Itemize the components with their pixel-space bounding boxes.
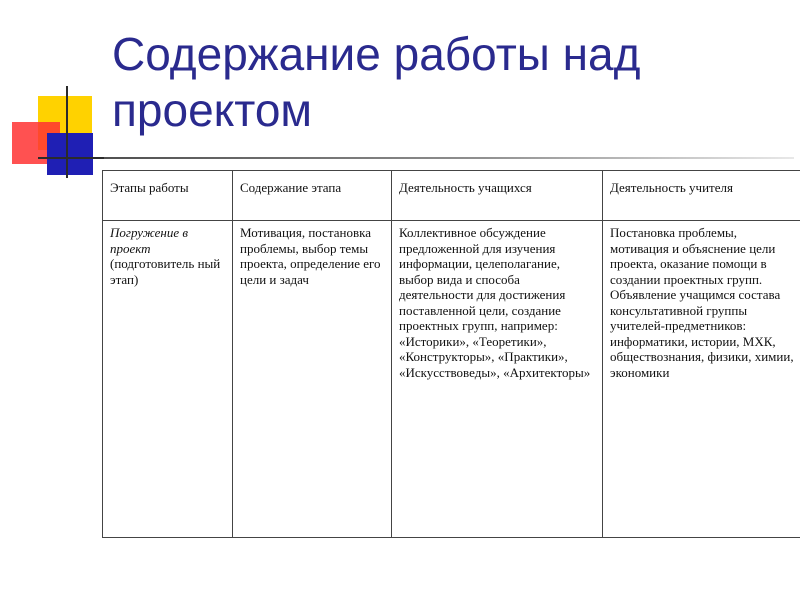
slide-title: Содержание работы над проектом [112,28,641,136]
cell-students: Коллективное обсуждение предложенной для изучения информации, целеполагание, выбор вида и способа деятельности для достижения поставленной цели, создание проектных групп, например: «Историки», «Теоретики», «Конструкторы», «Практики», «Искусствоведы», «Архитекторы» [392,221,603,538]
table-row [103,221,800,538]
decor-vertical-line [66,86,68,178]
cell-content: Мотивация, постановка проблемы, выбор темы проекта, определение его цели и задач [233,221,392,538]
decor-blue-square [47,133,93,175]
title-divider [104,157,794,159]
stage-name: Погружение в проект [110,225,189,256]
stage-note: (подготовитель ный этап) [110,256,221,287]
project-stages-table [102,170,800,538]
header-content: Содержание этапа [233,171,392,221]
header-stages: Этапы работы [103,171,233,221]
header-teacher: Деятельность учителя [603,171,800,221]
cell-stage [103,221,233,538]
decor-horizontal-line [38,157,110,159]
cell-teacher: Постановка проблемы, мотивация и объяснение цели проекта, оказание помощи в создании проектных групп. Объявление учащимся состава консультативной группы учителей-предметников: информатики, истории, МХК, обществознания, физики, химии, экономики [603,221,800,538]
table-header-row [103,171,800,221]
header-students: Деятельность учащихся [392,171,603,221]
